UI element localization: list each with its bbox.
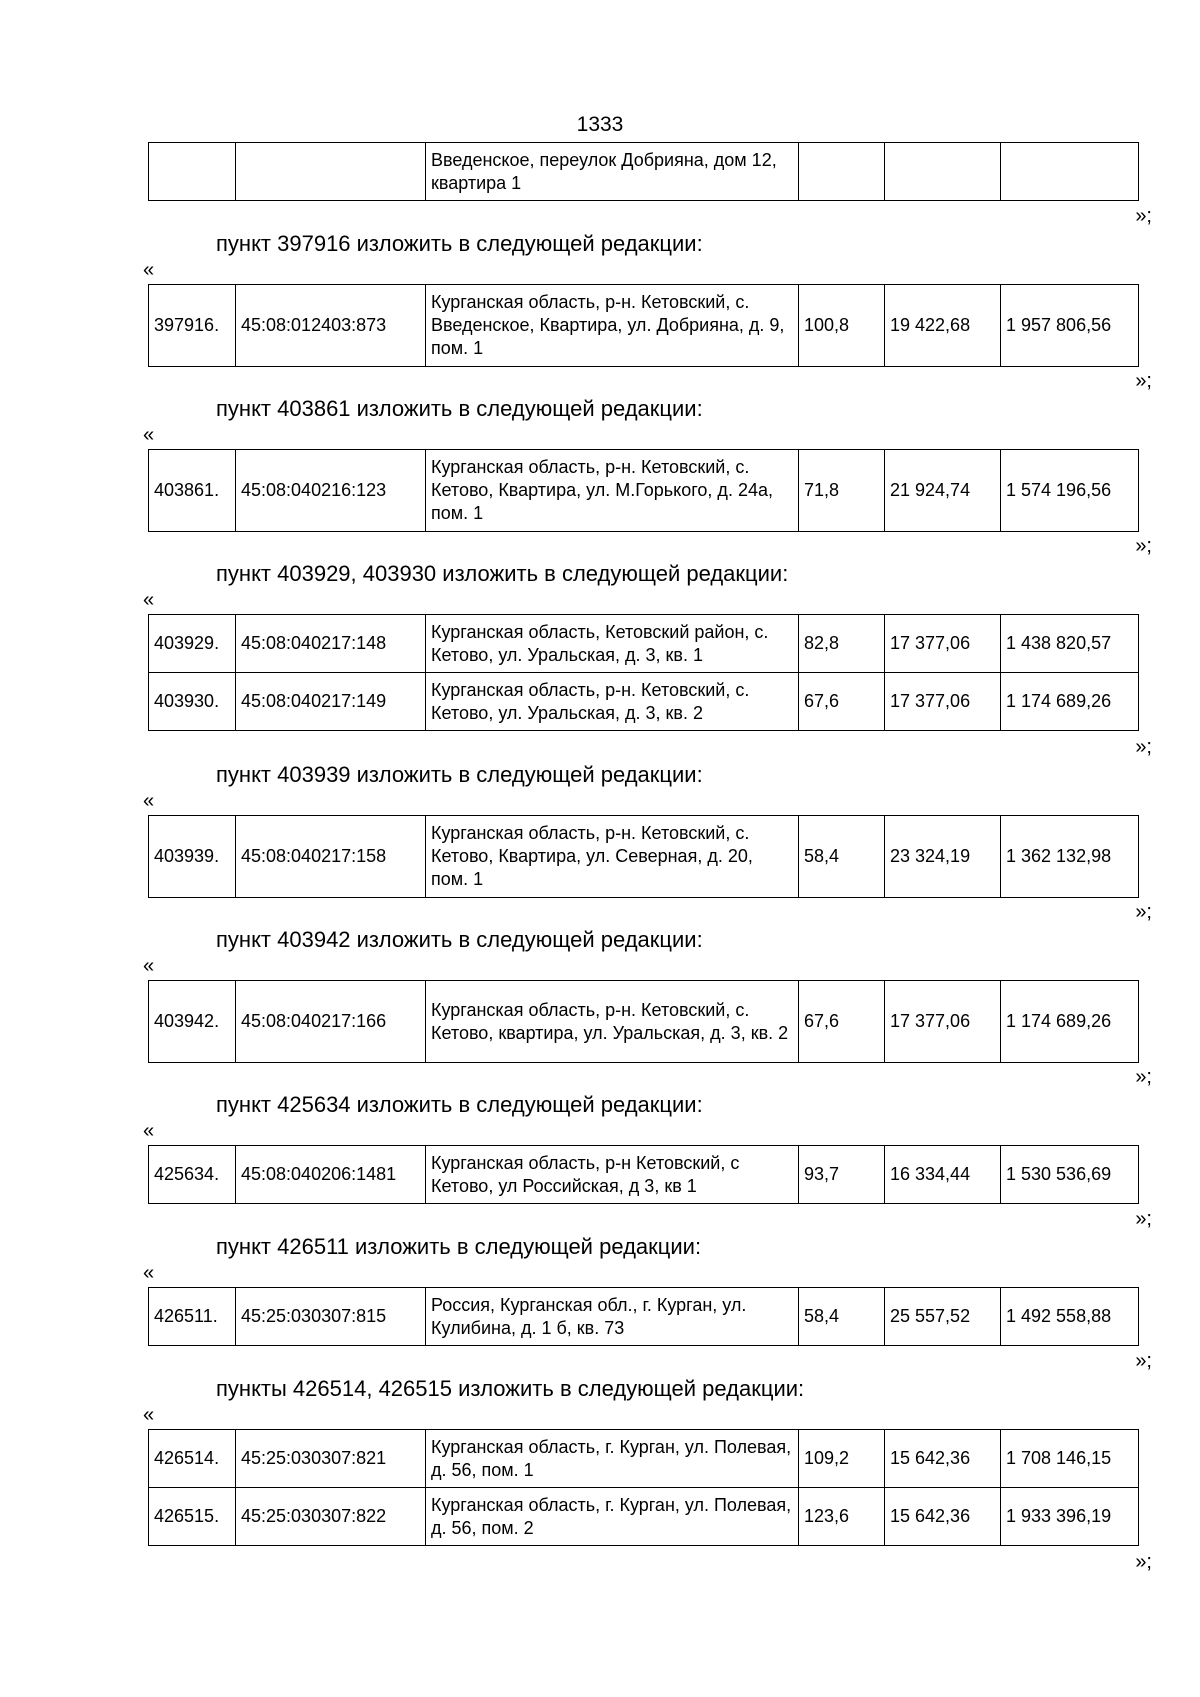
cell-area: 67,6 [799,981,885,1063]
cell-cadastral: 45:08:040217:149 [236,673,426,731]
cell-cadastral: 45:08:040217:148 [236,615,426,673]
cell-area [799,143,885,201]
cell-price: 19 422,68 [885,285,1001,367]
cell-number: 426515. [149,1488,236,1546]
opening-quote: « [143,790,155,812]
cell-number [149,143,236,201]
section-heading: пункт 397916 изложить в следующей редакции: [216,231,703,256]
cell-cadastral: 45:08:040216:123 [236,450,426,532]
closing-quote: »; [1135,736,1152,758]
cell-number: 403939. [149,816,236,898]
closing-quote: »; [1135,1066,1152,1088]
cell-number: 403929. [149,615,236,673]
cell-number: 425634. [149,1146,236,1204]
cell-value: 1 530 536,69 [1001,1146,1139,1204]
cell-price: 17 377,06 [885,615,1001,673]
data-table [148,1429,1139,1546]
cell-value: 1 174 689,26 [1001,673,1139,731]
section-heading: пункт 425634 изложить в следующей редакции: [216,1092,703,1117]
table-row [149,1288,1139,1346]
cell-address: Курганская область, р-н. Кетовский, с. Кетово, Квартира, ул. Северная, д. 20, пом. 1 [426,816,799,898]
table-row [149,981,1139,1063]
table-row [149,450,1139,532]
cell-price: 17 377,06 [885,673,1001,731]
continuation-table [148,142,1139,201]
cell-price: 23 324,19 [885,816,1001,898]
cell-cadastral [236,143,426,201]
cell-cadastral: 45:08:040217:158 [236,816,426,898]
data-table [148,614,1139,731]
cell-area: 58,4 [799,1288,885,1346]
cell-value: 1 174 689,26 [1001,981,1139,1063]
table-row [149,673,1139,731]
opening-quote: « [143,1120,155,1142]
cell-number: 403942. [149,981,236,1063]
table-row [149,1488,1139,1546]
data-table [148,1145,1139,1204]
opening-quote: « [143,1262,155,1284]
closing-quote: »; [1135,205,1152,227]
cell-number: 403930. [149,673,236,731]
cell-cadastral: 45:08:012403:873 [236,285,426,367]
table-row [149,816,1139,898]
opening-quote: « [143,955,155,977]
cell-cadastral: 45:25:030307:815 [236,1288,426,1346]
cell-number: 426514. [149,1430,236,1488]
cell-address: Курганская область, р-н Кетовский, с Кетово, ул Российская, д 3, кв 1 [426,1146,799,1204]
cell-value: 1 438 820,57 [1001,615,1139,673]
opening-quote: « [143,424,155,446]
cell-price: 21 924,74 [885,450,1001,532]
cell-area: 123,6 [799,1488,885,1546]
section-heading: пункт 403929, 403930 изложить в следующей редакции: [216,561,789,586]
section-heading: пункт 403939 изложить в следующей редакции: [216,762,703,787]
cell-area: 93,7 [799,1146,885,1204]
cell-area: 109,2 [799,1430,885,1488]
closing-quote: »; [1135,1551,1152,1573]
cell-number: 397916. [149,285,236,367]
cell-value: 1 492 558,88 [1001,1288,1139,1346]
data-table [148,980,1139,1063]
table-row [149,615,1139,673]
cell-number: 426511. [149,1288,236,1346]
cell-area: 67,6 [799,673,885,731]
section-heading: пункт 403942 изложить в следующей редакции: [216,927,703,952]
cell-price [885,143,1001,201]
cell-area: 100,8 [799,285,885,367]
closing-quote: »; [1135,1208,1152,1230]
data-table [148,284,1139,367]
table-row [149,1430,1139,1488]
section-heading: пункты 426514, 426515 изложить в следующей редакции: [216,1376,805,1401]
page-number: 1333 [576,113,624,136]
cell-cadastral: 45:08:040206:1481 [236,1146,426,1204]
cell-price: 15 642,36 [885,1430,1001,1488]
cell-number: 403861. [149,450,236,532]
closing-quote: »; [1135,901,1152,923]
cell-value: 1 957 806,56 [1001,285,1139,367]
cell-value: 1 933 396,19 [1001,1488,1139,1546]
cell-address: Курганская область, г. Курган, ул. Полевая, д. 56, пом. 2 [426,1488,799,1546]
opening-quote: « [143,589,155,611]
cell-price: 16 334,44 [885,1146,1001,1204]
cell-address: Курганская область, р-н. Кетовский, с. Кетово, квартира, ул. Уральская, д. 3, кв. 2 [426,981,799,1063]
cell-value [1001,143,1139,201]
closing-quote: »; [1135,370,1152,392]
section-heading: пункт 426511 изложить в следующей редакции: [216,1234,702,1259]
table-row [149,143,1139,201]
cell-address: Введенское, переулок Добрияна, дом 12, квартира 1 [426,143,799,201]
cell-value: 1 574 196,56 [1001,450,1139,532]
data-table [148,815,1139,898]
data-table [148,1287,1139,1346]
cell-address: Курганская область, р-н. Кетовский, с. Введенское, Квартира, ул. Добрияна, д. 9, пом. 1 [426,285,799,367]
cell-price: 15 642,36 [885,1488,1001,1546]
closing-quote: »; [1135,1350,1152,1372]
data-table [148,449,1139,532]
cell-address: Курганская область, Кетовский район, с. Кетово, ул. Уральская, д. 3, кв. 1 [426,615,799,673]
cell-price: 25 557,52 [885,1288,1001,1346]
table-row [149,1146,1139,1204]
cell-cadastral: 45:25:030307:822 [236,1488,426,1546]
cell-address: Курганская область, г. Курган, ул. Полевая, д. 56, пом. 1 [426,1430,799,1488]
cell-cadastral: 45:08:040217:166 [236,981,426,1063]
cell-area: 71,8 [799,450,885,532]
cell-area: 82,8 [799,615,885,673]
opening-quote: « [143,1404,155,1426]
cell-cadastral: 45:25:030307:821 [236,1430,426,1488]
table-row [149,285,1139,367]
section-heading: пункт 403861 изложить в следующей редакции: [216,396,703,421]
cell-value: 1 362 132,98 [1001,816,1139,898]
cell-area: 58,4 [799,816,885,898]
opening-quote: « [143,259,155,281]
cell-address: Курганская область, р-н. Кетовский, с. Кетово, ул. Уральская, д. 3, кв. 2 [426,673,799,731]
cell-value: 1 708 146,15 [1001,1430,1139,1488]
cell-address: Курганская область, р-н. Кетовский, с. Кетово, Квартира, ул. М.Горького, д. 24а, пом. 1 [426,450,799,532]
closing-quote: »; [1135,535,1152,557]
cell-price: 17 377,06 [885,981,1001,1063]
cell-address: Россия, Курганская обл., г. Курган, ул. Кулибина, д. 1 б, кв. 73 [426,1288,799,1346]
